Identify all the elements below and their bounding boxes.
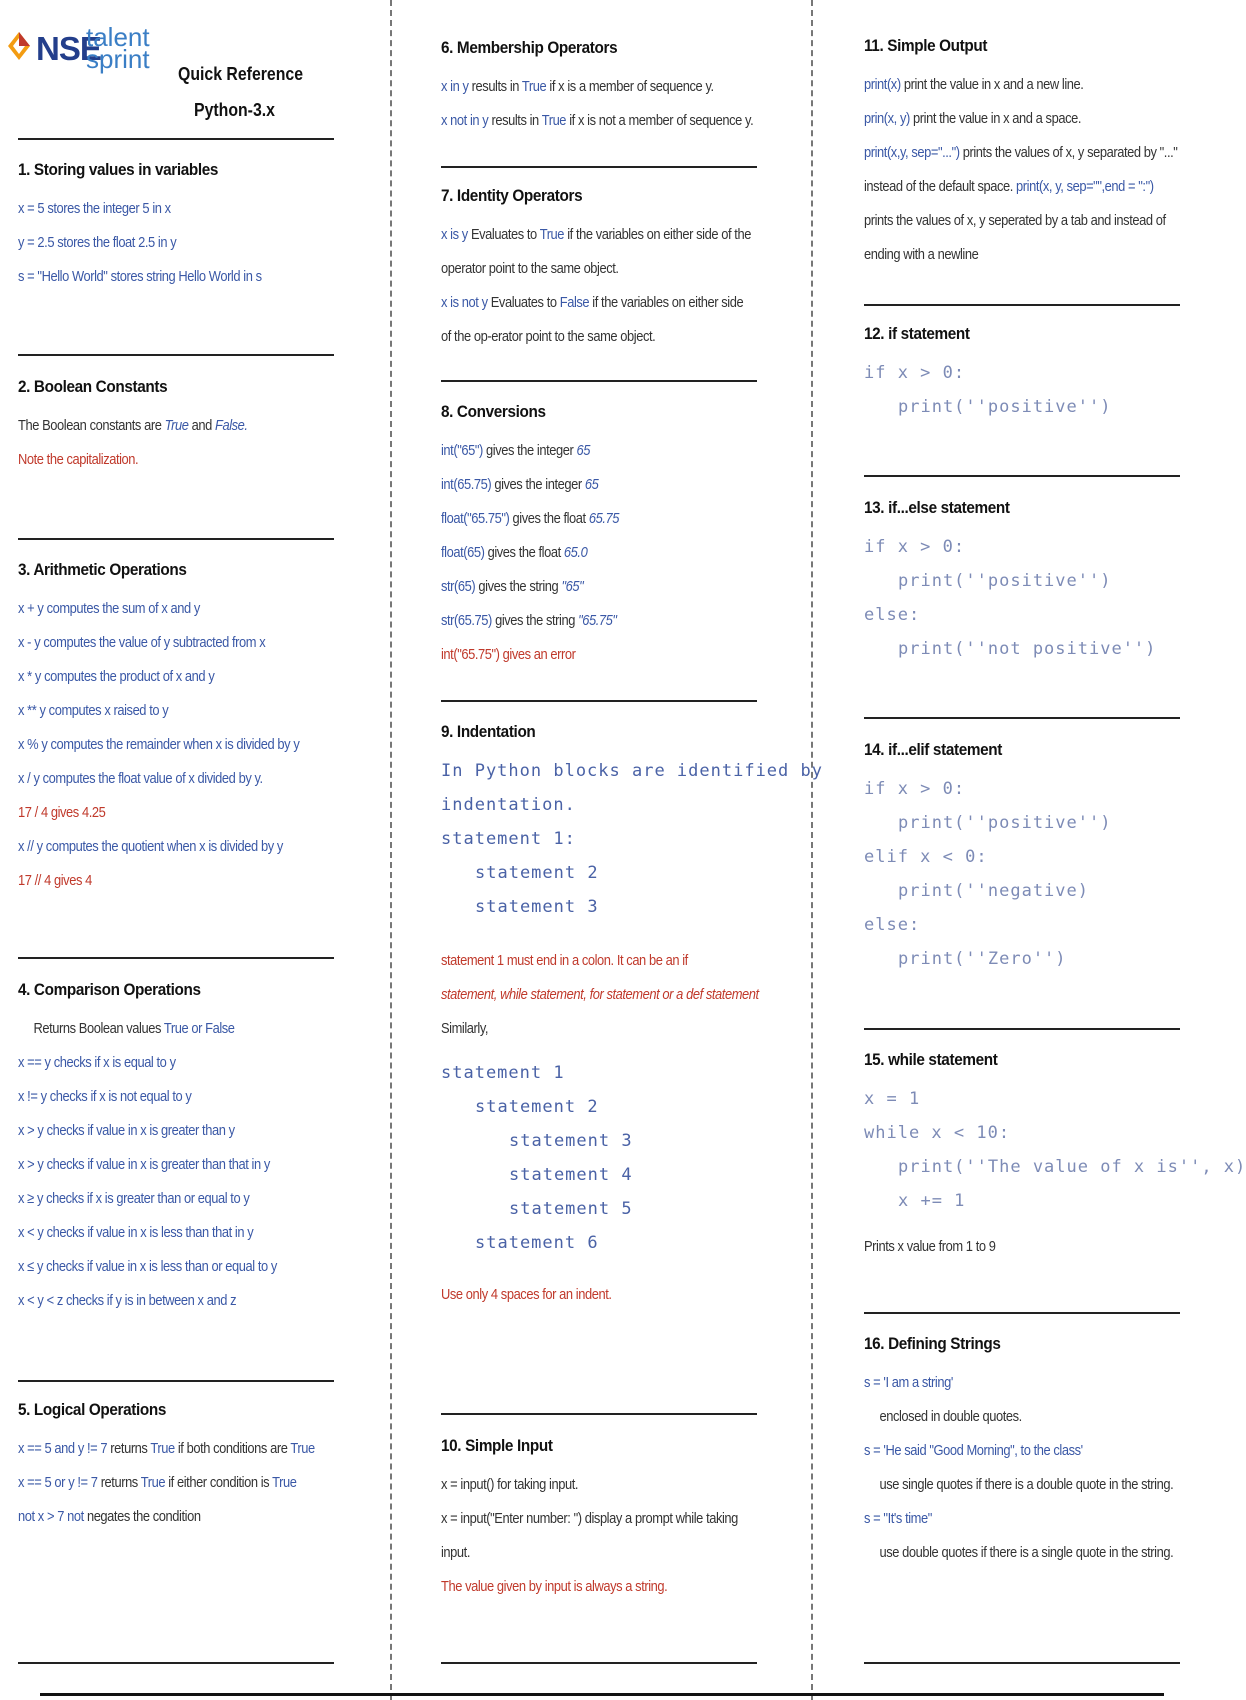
code-line: s = 'He said "Good Morning", to the class' xyxy=(864,1442,1083,1459)
text-line xyxy=(18,1500,291,1534)
section-arithmetic-operations xyxy=(18,560,336,898)
keyword-false: False xyxy=(559,294,590,311)
divider xyxy=(18,1380,334,1382)
text-fragment: negates the condition xyxy=(83,1508,201,1525)
code-fragment: x is not y xyxy=(441,294,488,311)
text-line: x > y checks if value in x is greater than y xyxy=(18,1122,235,1139)
divider xyxy=(441,380,757,382)
section-heading: 8. Conversions xyxy=(441,402,546,421)
page-title: Quick Reference xyxy=(178,64,304,84)
divider xyxy=(864,1662,1180,1664)
text-line xyxy=(864,102,1137,136)
text-line: input. xyxy=(441,1544,470,1561)
code-line: statement 2 xyxy=(475,1097,599,1117)
code-line: statement 3 xyxy=(475,897,599,917)
text-line: x + y computes the sum of x and y xyxy=(18,600,200,617)
text-line: x < y < z checks if y is in between x and z xyxy=(18,1292,237,1309)
note-line: The value given by input is always a string. xyxy=(441,1578,668,1595)
code-line: statement 1 xyxy=(441,1063,565,1083)
text-line: x != y checks if x is not equal to y xyxy=(18,1088,192,1105)
text-line xyxy=(18,1012,291,1046)
column-divider-left xyxy=(390,0,392,1700)
keyword-not: not xyxy=(63,1508,84,1525)
note-line: statement, while statement, for statement or a def statement xyxy=(441,986,759,1003)
text-line: x ≤ y checks if value in x is less than or equal to y xyxy=(18,1258,277,1275)
section-heading: 16. Defining Strings xyxy=(864,1334,1001,1353)
code-line: print(''not positive'') xyxy=(898,639,1157,659)
code-line: print(''positive'') xyxy=(898,397,1112,417)
value-fragment: 65 xyxy=(584,476,599,493)
text-fragment: if either condition is xyxy=(165,1474,273,1491)
text-fragment: The Boolean constants are xyxy=(18,417,165,434)
section-heading: 6. Membership Operators xyxy=(441,38,618,57)
text-line xyxy=(441,570,714,604)
text-fragment: Evaluates to xyxy=(467,226,540,243)
code-line: statement 6 xyxy=(475,1233,599,1253)
note-line: statement 1 must end in a colon. It can be an if xyxy=(441,952,688,969)
text-line: x ≥ y checks if x is greater than or equal to y xyxy=(18,1190,250,1207)
divider xyxy=(18,1662,334,1664)
error-line: int("65.75") gives an error xyxy=(441,646,576,663)
text-line xyxy=(441,604,714,638)
section-storing-values xyxy=(18,160,336,294)
code-line: In Python blocks are identified by xyxy=(441,761,823,781)
divider xyxy=(18,138,334,140)
text-fragment: gives the integer xyxy=(491,476,585,493)
section-heading: 13. if...else statement xyxy=(864,498,1010,517)
code-fragment: x is y xyxy=(441,226,468,243)
code-fragment: not x > 7 xyxy=(18,1508,64,1525)
code-fragment: x == 5 or y != 7 xyxy=(18,1474,98,1491)
logo-nse-text: NSE xyxy=(36,30,101,67)
text-line: s = "Hello World" stores string Hello World in s xyxy=(18,268,262,285)
column-2 xyxy=(441,0,823,1700)
section-conversions xyxy=(441,402,759,672)
note-line: Note the capitalization. xyxy=(18,451,139,468)
column-divider-right xyxy=(811,0,813,1700)
divider xyxy=(441,700,757,702)
keyword-true: True xyxy=(541,112,567,129)
code-line: statement 1: xyxy=(441,829,576,849)
text-fragment: if x is not a member of sequence y. xyxy=(566,112,754,129)
code-line: if x > 0: xyxy=(864,537,966,557)
section-heading: 5. Logical Operations xyxy=(18,1400,167,1419)
section-simple-input xyxy=(441,1436,759,1604)
code-line: statement 4 xyxy=(509,1165,633,1185)
text-line: use single quotes if there is a double quote in the string. xyxy=(879,1476,1174,1493)
text-fragment: if the variables on either side of the xyxy=(564,226,751,243)
code-line: statement 2 xyxy=(475,863,599,883)
code-line: else: xyxy=(864,605,921,625)
keyword-true: True xyxy=(521,78,547,95)
section-heading: 15. while statement xyxy=(864,1050,998,1069)
value-fragment: 65 xyxy=(576,442,591,459)
section-membership-operators xyxy=(441,38,759,138)
note-line: Use only 4 spaces for an indent. xyxy=(441,1286,612,1303)
code-line: x = 1 xyxy=(864,1089,921,1109)
text-line: Prints x value from 1 to 9 xyxy=(864,1238,996,1255)
text-fragment: if both conditions are xyxy=(174,1440,291,1457)
section-if-elif-statement xyxy=(864,740,1182,976)
column-3 xyxy=(864,0,1246,1700)
text-line xyxy=(18,1432,315,1466)
text-fragment: returns xyxy=(107,1440,151,1457)
text-fragment: gives the float xyxy=(484,544,564,561)
text-fragment: if the variables on either side xyxy=(589,294,744,311)
text-line: operator point to the same object. xyxy=(441,260,619,277)
code-fragment: float(65) xyxy=(441,544,485,561)
divider xyxy=(18,538,334,540)
code-fragment: print(x) xyxy=(864,76,901,93)
text-line: x / y computes the float value of x divided by y. xyxy=(18,770,263,787)
code-fragment: x not in y xyxy=(441,112,489,129)
code-line: s = 'I am a string' xyxy=(864,1374,953,1391)
text-fragment: gives the string xyxy=(475,578,562,595)
code-line: elif x < 0: xyxy=(864,847,988,867)
section-boolean-constants xyxy=(18,377,336,477)
text-line xyxy=(864,170,1154,204)
text-line xyxy=(441,104,754,138)
text-line xyxy=(441,70,714,104)
text-line: enclosed in double quotes. xyxy=(879,1408,1022,1425)
section-heading: 12. if statement xyxy=(864,324,970,343)
text-line: use double quotes if there is a single quote in the string. xyxy=(879,1544,1174,1561)
divider xyxy=(864,1312,1180,1314)
code-fragment: prin(x, y) xyxy=(864,110,910,127)
divider xyxy=(18,354,334,356)
text-line: x // y computes the quotient when x is divided by y xyxy=(18,838,283,855)
page-bottom-rule xyxy=(40,1693,1164,1696)
code-line: print(''The value of x is'', x) xyxy=(898,1157,1246,1177)
code-fragment: int("65") xyxy=(441,442,483,459)
code-fragment: float("65.75") xyxy=(441,510,510,527)
example-line: 17 // 4 gives 4 xyxy=(18,872,92,889)
code-line: s = "It's time" xyxy=(864,1510,932,1527)
divider xyxy=(864,475,1180,477)
text-fragment: returns xyxy=(97,1474,141,1491)
section-while-statement xyxy=(864,1050,1246,1264)
text-line: x = input() for taking input. xyxy=(441,1476,579,1493)
text-fragment: print the value in x and a space. xyxy=(909,110,1082,127)
code-line: while x < 10: xyxy=(864,1123,1011,1143)
text-fragment: and xyxy=(188,417,215,434)
keyword-true-false: True or False xyxy=(163,1020,235,1037)
text-line: ending with a newline xyxy=(864,246,979,263)
value-fragment: 65.75 xyxy=(588,510,620,527)
code-line: x += 1 xyxy=(898,1191,966,1211)
text-line: x = input("Enter number: ") display a prompt while taking xyxy=(441,1510,738,1527)
text-line xyxy=(441,502,714,536)
value-fragment: "65.75" xyxy=(578,612,617,629)
text-line: x ** y computes x raised to y xyxy=(18,702,169,719)
text-fragment: prints the values of x, y separated by "..." xyxy=(959,144,1178,161)
divider xyxy=(864,1028,1180,1030)
text-fragment: Returns Boolean values xyxy=(33,1020,164,1037)
text-line: x % y computes the remainder when x is divided by y xyxy=(18,736,300,753)
text-fragment: instead of the default space. xyxy=(864,178,1017,195)
text-line: prints the values of x, y seperated by a tab and instead of xyxy=(864,212,1166,229)
nse-logo-icon xyxy=(6,30,32,62)
section-defining-strings xyxy=(864,1334,1182,1570)
section-heading: 11. Simple Output xyxy=(864,36,988,55)
code-fragment: x == 5 and y != 7 xyxy=(18,1440,108,1457)
text-fragment: print the value in x and a new line. xyxy=(900,76,1084,93)
text-line xyxy=(441,536,714,570)
text-line: x - y computes the value of y subtracted from x xyxy=(18,634,266,651)
section-heading: 7. Identity Operators xyxy=(441,186,583,205)
text-line xyxy=(441,286,744,320)
divider xyxy=(441,166,757,168)
code-fragment: int(65.75) xyxy=(441,476,492,493)
column-1 xyxy=(18,0,336,1700)
section-logical-operations xyxy=(18,1400,336,1534)
text-line: x < y checks if value in x is less than that in y xyxy=(18,1224,254,1241)
section-if-statement xyxy=(864,324,1182,424)
text-line xyxy=(441,218,751,252)
value-fragment: "65" xyxy=(561,578,584,595)
text-line xyxy=(441,434,714,468)
text-fragment: results in xyxy=(468,78,522,95)
section-heading: 1. Storing values in variables xyxy=(18,160,219,179)
code-line: print(''negative) xyxy=(898,881,1089,901)
value-fragment: 65.0 xyxy=(563,544,588,561)
keyword-true: True xyxy=(539,226,565,243)
code-line: print(''positive'') xyxy=(898,813,1112,833)
code-fragment: str(65) xyxy=(441,578,476,595)
text-line: Similarly, xyxy=(441,1020,489,1037)
code-line: indentation. xyxy=(441,795,576,815)
keyword-true: True xyxy=(140,1474,166,1491)
code-line: if x > 0: xyxy=(864,779,966,799)
page-subtitle: Python-3.x xyxy=(194,100,275,120)
text-line xyxy=(18,409,291,443)
section-if-else-statement xyxy=(864,498,1182,666)
text-line: of the op-erator point to the same object. xyxy=(441,328,656,345)
text-line: x * y computes the product of x and y xyxy=(18,668,215,685)
code-fragment: print(x,y, sep="...") xyxy=(864,144,960,161)
code-line: statement 3 xyxy=(509,1131,633,1151)
keyword-false: False. xyxy=(214,417,248,434)
code-line: statement 5 xyxy=(509,1199,633,1219)
text-fragment: results in xyxy=(488,112,542,129)
text-line xyxy=(864,68,1137,102)
text-fragment: gives the float xyxy=(509,510,589,527)
section-heading: 9. Indentation xyxy=(441,722,536,741)
section-heading: 4. Comparison Operations xyxy=(18,980,201,999)
code-fragment: print(x, y, sep="",end = ":") xyxy=(1016,178,1154,195)
keyword-true: True xyxy=(290,1440,315,1457)
section-indentation xyxy=(441,722,823,1312)
logo-sprint-text: sprint xyxy=(86,44,150,74)
text-line: y = 2.5 stores the float 2.5 in y xyxy=(18,234,177,251)
section-simple-output xyxy=(864,36,1182,272)
divider xyxy=(864,717,1180,719)
text-fragment: Evaluates to xyxy=(487,294,560,311)
keyword-true: True xyxy=(272,1474,297,1491)
code-line: print(''positive'') xyxy=(898,571,1112,591)
keyword-true: True xyxy=(150,1440,175,1457)
text-line: x > y checks if value in x is greater than that in y xyxy=(18,1156,270,1173)
section-heading: 3. Arithmetic Operations xyxy=(18,560,187,579)
divider xyxy=(441,1662,757,1664)
text-line xyxy=(864,136,1178,170)
section-comparison-operations xyxy=(18,980,336,1318)
example-line: 17 / 4 gives 4.25 xyxy=(18,804,106,821)
logo-talent-text: talent xyxy=(86,22,150,52)
divider xyxy=(18,957,334,959)
code-line: else: xyxy=(864,915,921,935)
section-heading: 14. if...elif statement xyxy=(864,740,1002,759)
divider xyxy=(864,304,1180,306)
section-identity-operators xyxy=(441,186,759,354)
text-line: x = 5 stores the integer 5 in x xyxy=(18,200,171,217)
section-heading: 2. Boolean Constants xyxy=(18,377,168,396)
code-line: if x > 0: xyxy=(864,363,966,383)
section-heading: 10. Simple Input xyxy=(441,1436,553,1455)
code-line: print(''Zero'') xyxy=(898,949,1067,969)
text-fragment: if x is a member of sequence y. xyxy=(546,78,714,95)
code-fragment: str(65.75) xyxy=(441,612,492,629)
code-fragment: x in y xyxy=(441,78,469,95)
divider xyxy=(441,1413,757,1415)
text-line xyxy=(18,1466,297,1500)
text-fragment: gives the integer xyxy=(482,442,577,459)
text-line xyxy=(441,468,714,502)
keyword-true: True xyxy=(164,417,189,434)
text-line: x == y checks if x is equal to y xyxy=(18,1054,176,1071)
text-fragment: gives the string xyxy=(491,612,579,629)
